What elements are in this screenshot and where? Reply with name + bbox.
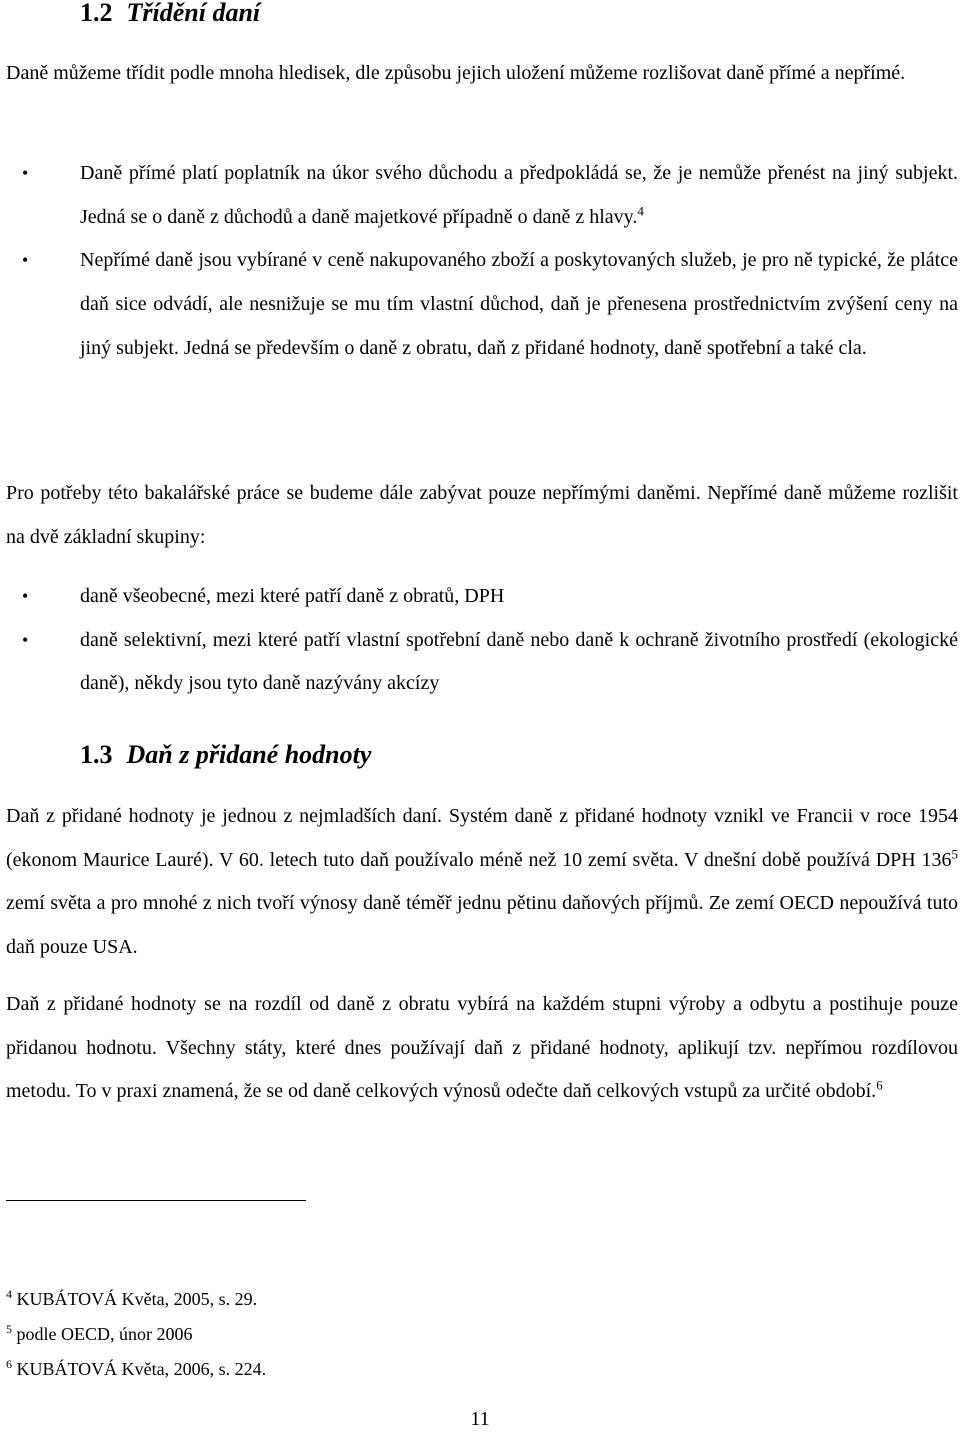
vat-method-paragraph — [6, 983, 958, 1114]
footnote-text: podle OECD, únor 2006 — [16, 1324, 193, 1344]
footnote-6 — [6, 1358, 266, 1380]
footnote-mark: 6 — [6, 1357, 12, 1371]
bullet-icon: • — [22, 250, 29, 271]
bullet-icon: • — [22, 586, 29, 606]
section-number: 1.3 — [80, 740, 113, 769]
bullet-icon: • — [22, 163, 29, 183]
paragraph-text: zemí světa a pro mnohé z nich tvoří výnosy daně téměř jednu pětinu daňových příjmů. Ze zemí OECD nepoužívá tuto daň pouze USA. — [6, 892, 958, 959]
paragraph-text: Daň z přidané hodnoty je jednou z nejmladších daní. Systém daně z přidané hodnoty vznikl ve Francii v roce 1954 (ekonom Maurice Lauré). V 60. letech tuto daň používalo méně než 10 zemí světa. V dnešní době používá DPH 136 — [6, 805, 958, 871]
paragraph-text: Daň z přidané hodnoty se na rozdíl od daně z obratu vybírá na každém stupni výroby a odbytu a postihuje pouze přidanou hodnotu. Všechny státy, které dnes používají daň z přidané hodnoty, aplikují tzv. nepřímou rozdílovou metodu. To v praxi znamená, že se od daně celkových výnosů odečte daň celkových vstupů za určité období. — [6, 993, 958, 1103]
footnote-separator — [6, 1200, 306, 1201]
footnote-ref: 6 — [876, 1077, 883, 1093]
list-item-selective-taxes — [0, 619, 958, 706]
section-title: Třídění daní — [126, 0, 261, 27]
page-number: 11 — [470, 1408, 490, 1430]
tax-type-list — [0, 152, 958, 371]
section-heading-1-3 — [80, 740, 371, 770]
intro-paragraph: Daně můžeme třídit podle mnoha hledisek, dle způsobu jejich uložení můžeme rozlišovat daně přímé a nepřímé. — [6, 62, 906, 84]
footnote-text: KUBÁTOVÁ Květa, 2005, s. 29. — [16, 1289, 258, 1309]
list-item-text: daně všeobecné, mezi které patří daně z obratů, DPH — [80, 585, 505, 607]
footnote-mark: 4 — [6, 1287, 12, 1301]
footnote-mark: 5 — [6, 1322, 12, 1336]
footnote-ref: 4 — [637, 203, 644, 219]
list-item-text: daně selektivní, mezi které patří vlastní spotřební daně nebo daně k ochraně životního prostředí (ekologické daně), někdy jsou tyto daně nazývány akcízy — [80, 628, 958, 695]
footnote-5 — [6, 1323, 192, 1345]
section-title: Daň z přidané hodnoty — [126, 740, 372, 769]
indirect-tax-groups-list — [0, 575, 958, 706]
list-item-general-taxes — [0, 575, 958, 619]
section-number: 1.2 — [80, 0, 113, 27]
vat-history-paragraph — [6, 795, 958, 970]
section-heading-1-2 — [80, 0, 260, 28]
list-item-direct-taxes — [0, 152, 958, 239]
paragraph-indirect-taxes: Pro potřeby této bakalářské práce se budeme dále zabývat pouze nepřímými daněmi. Nepřímé daně můžeme rozlišit na dvě základní skupiny: — [6, 482, 958, 548]
footnote-4 — [6, 1288, 257, 1310]
list-item-text: Daně přímé platí poplatník na úkor svého důchodu a předpokládá se, že je nemůže přenést na jiný subjekt. Jedná se o daně z důchodů a daně majetkové případně o daně z hlavy. — [80, 162, 958, 228]
list-item-indirect-taxes — [0, 239, 958, 370]
list-item-text: Nepřímé daně jsou vybírané v ceně nakupovaného zboží a poskytovaných služeb, je pro ně typické, že plátce daň sice odvádí, ale nesnižuje se mu tím vlastní důchod, daň je přenesena prostřednictvím zvýšení ceny na jiný subjekt. Jedná se především o daně z obratu, daň z přidané hodnoty, daně spotřební a také cla. — [80, 249, 958, 359]
footnote-text: KUBÁTOVÁ Květa, 2006, s. 224. — [16, 1359, 267, 1379]
bullet-icon: • — [22, 629, 29, 650]
footnote-ref: 5 — [951, 846, 958, 862]
